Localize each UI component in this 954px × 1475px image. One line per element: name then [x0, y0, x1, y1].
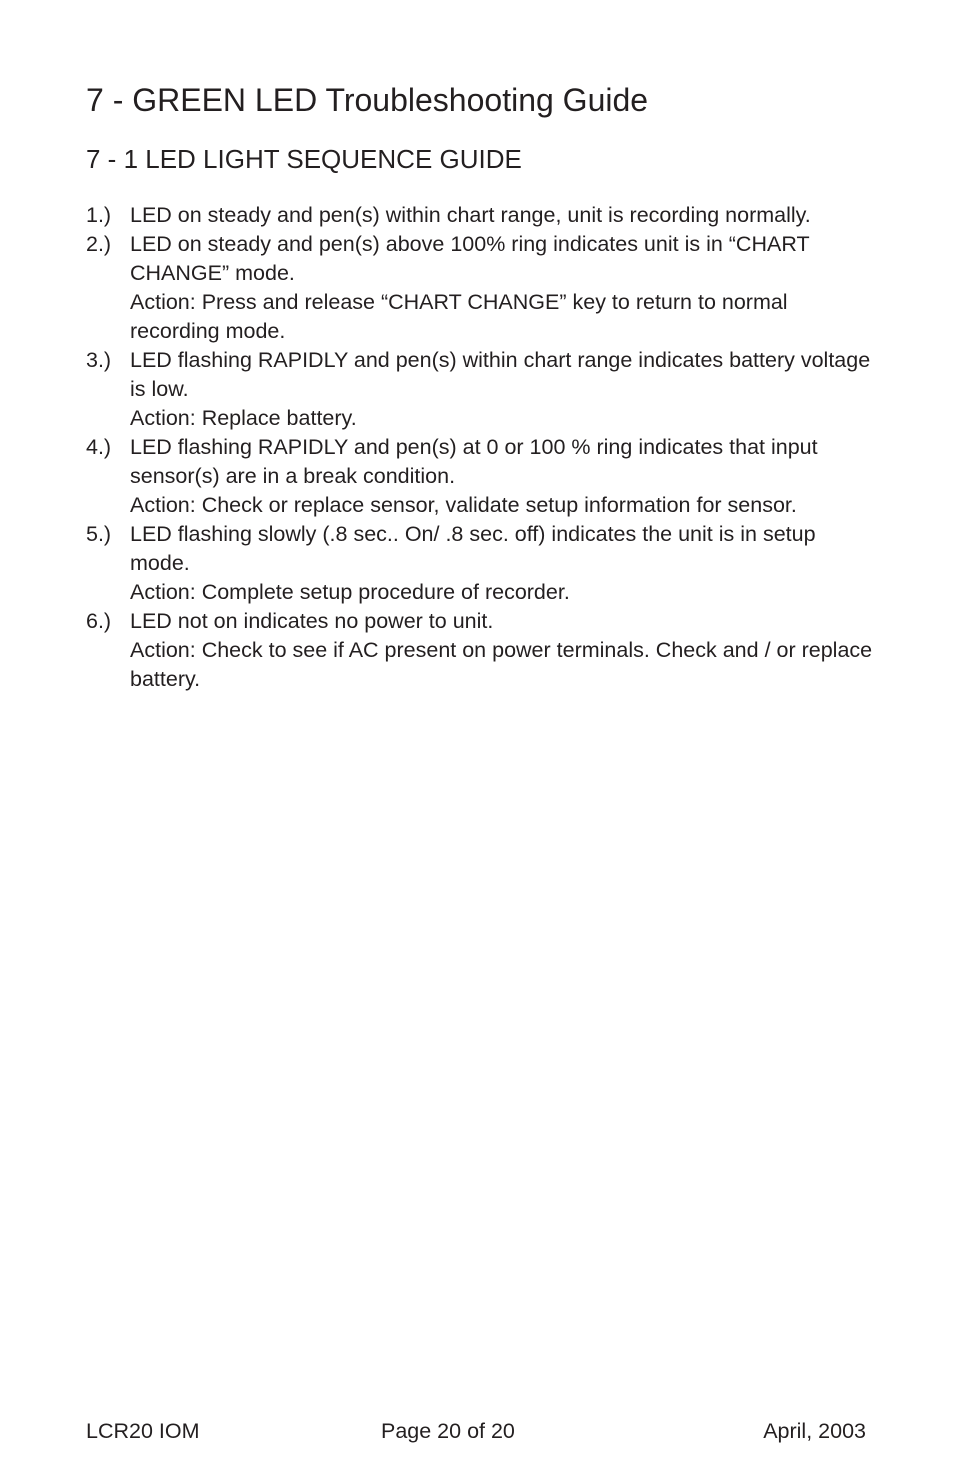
footer-document-id: LCR20 IOM: [86, 1419, 200, 1443]
step-action: Action: Press and release “CHART CHANGE” key to return to normal recording mode.: [130, 290, 788, 343]
list-item: [86, 607, 876, 694]
step-description: LED flashing RAPIDLY and pen(s) within chart range indicates battery voltage is low.: [130, 348, 871, 401]
section-title: 7 - 1 LED LIGHT SEQUENCE GUIDE: [86, 144, 522, 174]
step-description: LED flashing slowly (.8 sec.. On/ .8 sec. off) indicates the unit is in setup mode.: [130, 522, 816, 575]
step-description: LED on steady and pen(s) within chart range, unit is recording normally.: [130, 203, 811, 227]
step-description: LED on steady and pen(s) above 100% ring indicates unit is in “CHART CHANGE” mode.: [130, 232, 810, 285]
step-action: Action: Check or replace sensor, validate setup information for sensor.: [130, 493, 797, 517]
step-action: Action: Complete setup procedure of recorder.: [130, 580, 570, 604]
list-item: [86, 433, 876, 520]
step-action: Action: Check to see if AC present on power terminals. Check and / or replace battery.: [130, 638, 873, 691]
step-number: 5.): [86, 522, 112, 546]
list-item: [86, 346, 876, 433]
led-sequence-list: [86, 201, 876, 694]
footer-date: April, 2003: [763, 1419, 866, 1443]
step-description: LED not on indicates no power to unit.: [130, 609, 494, 633]
list-item: [86, 230, 876, 346]
step-number: 4.): [86, 435, 112, 459]
step-number: 1.): [86, 203, 112, 227]
list-item: [86, 520, 876, 607]
page-title: 7 - GREEN LED Troubleshooting Guide: [86, 82, 649, 118]
step-action: Action: Replace battery.: [130, 406, 357, 430]
step-number: 2.): [86, 232, 112, 256]
step-number: 6.): [86, 609, 112, 633]
footer-page-number: Page 20 of 20: [381, 1419, 515, 1443]
list-item: [86, 201, 876, 230]
step-number: 3.): [86, 348, 112, 372]
step-description: LED flashing RAPIDLY and pen(s) at 0 or 100 % ring indicates that input sensor(s) are in a break condition.: [130, 435, 818, 488]
